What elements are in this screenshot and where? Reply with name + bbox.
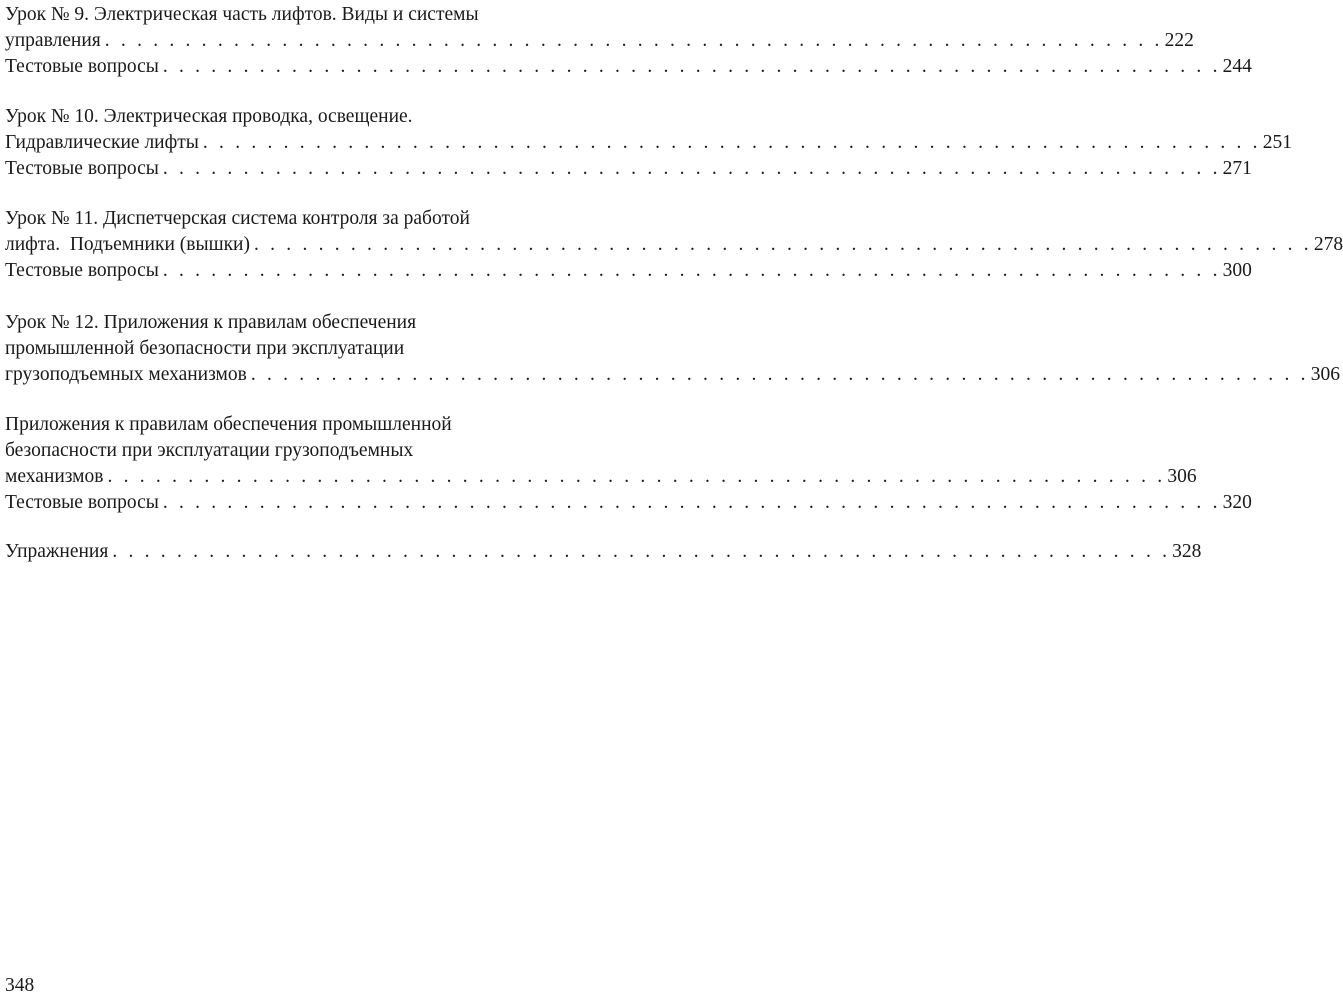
toc-page-number: 328 [1172, 541, 1202, 562]
toc-line [5, 438, 598, 464]
toc-page-number: 278 [1313, 234, 1343, 255]
toc-line [5, 130, 1292, 156]
dot-leader: . . . . . . . . . . . . . . . . . . . . . . . . . . . . . . . . . . . . . . . . . . . . . . . . . . . . . . . . . . . . . . . . . . [107, 466, 1166, 487]
toc-line [5, 232, 1343, 258]
toc-line [5, 258, 1252, 284]
toc-line [5, 412, 598, 438]
toc-entry-title: Тестовые вопросы [5, 492, 159, 513]
toc-line [5, 539, 1202, 565]
dot-leader: . . . . . . . . . . . . . . . . . . . . . . . . . . . . . . . . . . . . . . . . . . . . . . . . . . . . . . . . . . . . . . . . . . [162, 56, 1221, 77]
toc-entry-lesson-10 [5, 104, 1292, 182]
toc-line [5, 206, 598, 232]
toc-page-number: 306 [1310, 364, 1340, 385]
toc-page-number: 306 [1167, 466, 1197, 487]
toc-page-number: 244 [1222, 56, 1252, 77]
toc-entry-title: Урок № 11. Диспетчерская система контроля за работой [5, 208, 470, 229]
toc-entry-title: Урок № 10. Электрическая проводка, освещение. [5, 106, 413, 127]
toc-line [5, 490, 1252, 516]
toc-entry-lesson-9 [5, 2, 1252, 80]
toc-entry-title: Тестовые вопросы [5, 56, 159, 77]
toc-entry-title: грузоподъемных механизмов [5, 364, 247, 385]
toc-entry-title: Приложения к правилам обеспечения промышленной [5, 414, 452, 435]
toc-entry-title: Гидравлические лифты [5, 132, 199, 153]
toc-line [5, 156, 1252, 182]
dot-leader: . . . . . . . . . . . . . . . . . . . . . . . . . . . . . . . . . . . . . . . . . . . . . . . . . . . . . . . . . . . . . . . . . . [162, 260, 1221, 281]
toc-page-number: 320 [1222, 492, 1252, 513]
toc-line [5, 28, 1194, 54]
toc-line [5, 362, 1340, 388]
toc-entry-lesson-12 [5, 310, 1340, 388]
dot-leader: . . . . . . . . . . . . . . . . . . . . . . . . . . . . . . . . . . . . . . . . . . . . . . . . . . . . . . . . . . . . . . . . . . [250, 364, 1309, 385]
page-number: 348 [5, 975, 35, 996]
dot-leader: . . . . . . . . . . . . . . . . . . . . . . . . . . . . . . . . . . . . . . . . . . . . . . . . . . . . . . . . . . . . . . . . . . [162, 492, 1221, 513]
toc-entry-title: Тестовые вопросы [5, 260, 159, 281]
toc-entry-title: механизмов [5, 466, 104, 487]
toc-entry-title: безопасности при эксплуатации грузоподъемных [5, 440, 414, 461]
dot-leader: . . . . . . . . . . . . . . . . . . . . . . . . . . . . . . . . . . . . . . . . . . . . . . . . . . . . . . . . . . . . . . . . . . [162, 158, 1221, 179]
dot-leader: . . . . . . . . . . . . . . . . . . . . . . . . . . . . . . . . . . . . . . . . . . . . . . . . . . . . . . . . . . . . . . . . . . [254, 234, 1312, 255]
toc-line [5, 310, 598, 336]
toc-entry-title: Упражнения [5, 541, 109, 562]
toc-page-number: 222 [1164, 30, 1194, 51]
dot-leader: . . . . . . . . . . . . . . . . . . . . . . . . . . . . . . . . . . . . . . . . . . . . . . . . . . . . . . . . . . . . . . . . . . [104, 30, 1163, 51]
toc-line [5, 464, 1197, 490]
toc-line [5, 104, 598, 130]
dot-leader: . . . . . . . . . . . . . . . . . . . . . . . . . . . . . . . . . . . . . . . . . . . . . . . . . . . . . . . . . . . . . . . . . . [112, 541, 1171, 562]
toc-entry-appendix [5, 412, 1252, 516]
toc-page-number: 251 [1262, 132, 1292, 153]
toc-page-number: 271 [1222, 158, 1252, 179]
toc-line [5, 54, 1252, 80]
toc-entry-title: Урок № 9. Электрическая часть лифтов. Виды и системы [5, 4, 479, 25]
toc-entry-title: управления [5, 30, 101, 51]
toc-entry-exercises [5, 539, 1202, 565]
toc-line [5, 336, 598, 362]
dot-leader: . . . . . . . . . . . . . . . . . . . . . . . . . . . . . . . . . . . . . . . . . . . . . . . . . . . . . . . . . . . . . . . . . . [202, 132, 1261, 153]
toc-entry-title: лифта. Подъемники (вышки) [5, 234, 250, 255]
toc-entry-title: Тестовые вопросы [5, 158, 159, 179]
toc-entry-title: Урок № 12. Приложения к правилам обеспечения [5, 312, 417, 333]
toc-line [5, 2, 598, 28]
toc-page-number: 300 [1222, 260, 1252, 281]
toc-entry-lesson-11 [5, 206, 1343, 284]
toc-entry-title: промышленной безопасности при эксплуатации [5, 338, 405, 359]
